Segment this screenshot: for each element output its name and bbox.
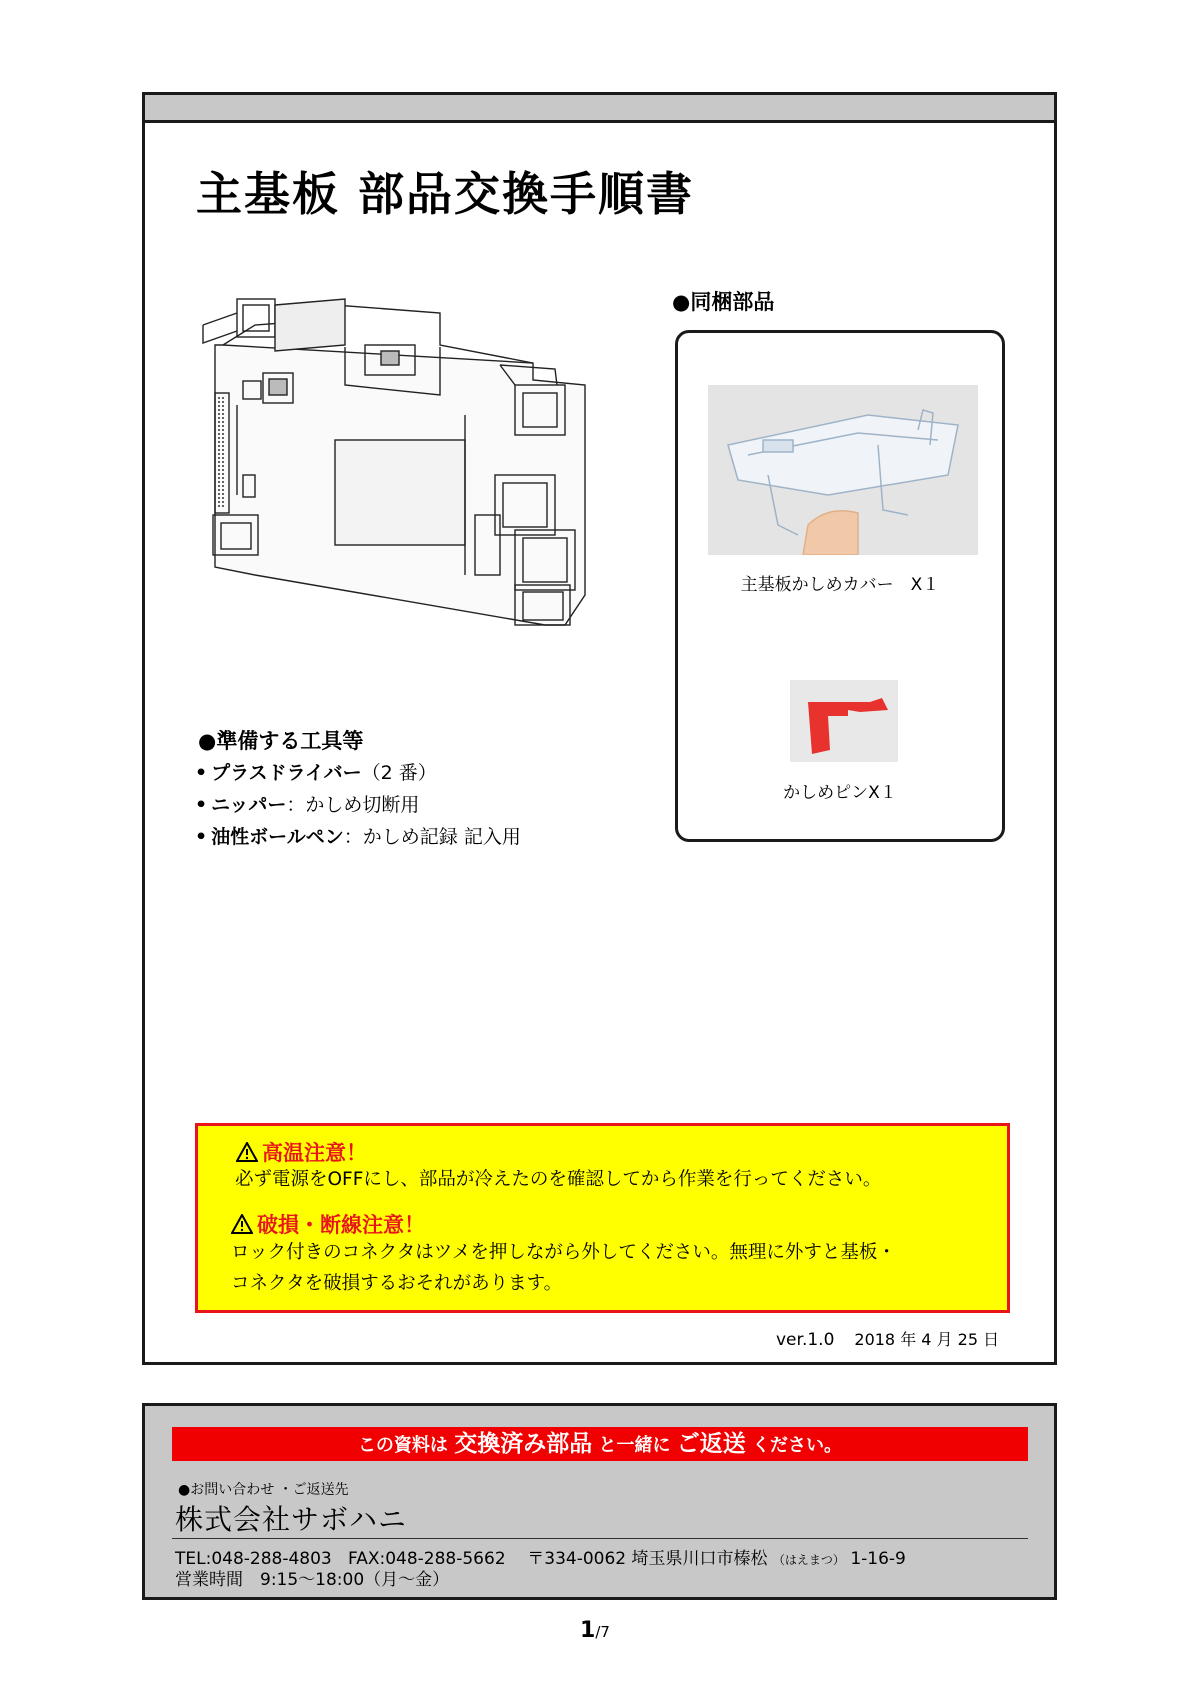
crimp-cover-photo [708,385,978,555]
crimp-pin-photo [790,680,898,762]
tool-item: • 油性ボールペン：かしめ記録 記入用 [195,826,521,848]
warning-triangle-icon [231,1214,253,1234]
crimp-cover-caption: 主基板かしめカバー X１ [740,575,940,595]
tools-heading: ●準備する工具等 [198,729,364,753]
contact-label: ●お問い合わせ ・ご返送先 [178,1482,349,1498]
board-unit-drawing [185,285,625,685]
contact-details: TEL:048-288-4803 FAX:048-288-5662 〒334-0062 埼玉県川口市榛松 （はえまつ） 1-16-9 [175,1549,906,1569]
tool-item: • プラスドライバー（2 番） [195,762,437,784]
warning-text: 必ず電源をOFFにし、部品が冷えたのを確認してから作業を行ってください。 [235,1169,882,1190]
crimp-pin-caption: かしめピンX１ [783,783,897,803]
company-name: 株式会社サボハニ [175,1503,408,1536]
return-banner: この資料は 交換済み部品 と一緒に ご返送 ください。 [172,1427,1028,1461]
page-number: 1/7 [580,1618,610,1643]
warning-title-heat: 高温注意！ [236,1137,367,1167]
warning-triangle-icon [236,1142,258,1162]
warning-title-damage: 破損・断線注意！ [231,1209,425,1239]
warning-text: ロック付きのコネクタはツメを押しながら外してください。無理に外すと基板・ [231,1242,896,1263]
business-hours: 営業時間 9:15～18:00（月～金） [175,1570,450,1590]
tool-item: • ニッパー：かしめ切断用 [195,794,420,816]
footer-divider [172,1538,1028,1539]
header-band [145,95,1054,123]
bundled-parts-heading: ●同梱部品 [672,290,775,314]
page-title: 主基板 部品交換手順書 [196,167,695,221]
warning-text: コネクタを破損するおそれがあります。 [231,1273,563,1294]
version-date: ver.1.0 2018 年 4 月 25 日 [776,1330,1000,1350]
